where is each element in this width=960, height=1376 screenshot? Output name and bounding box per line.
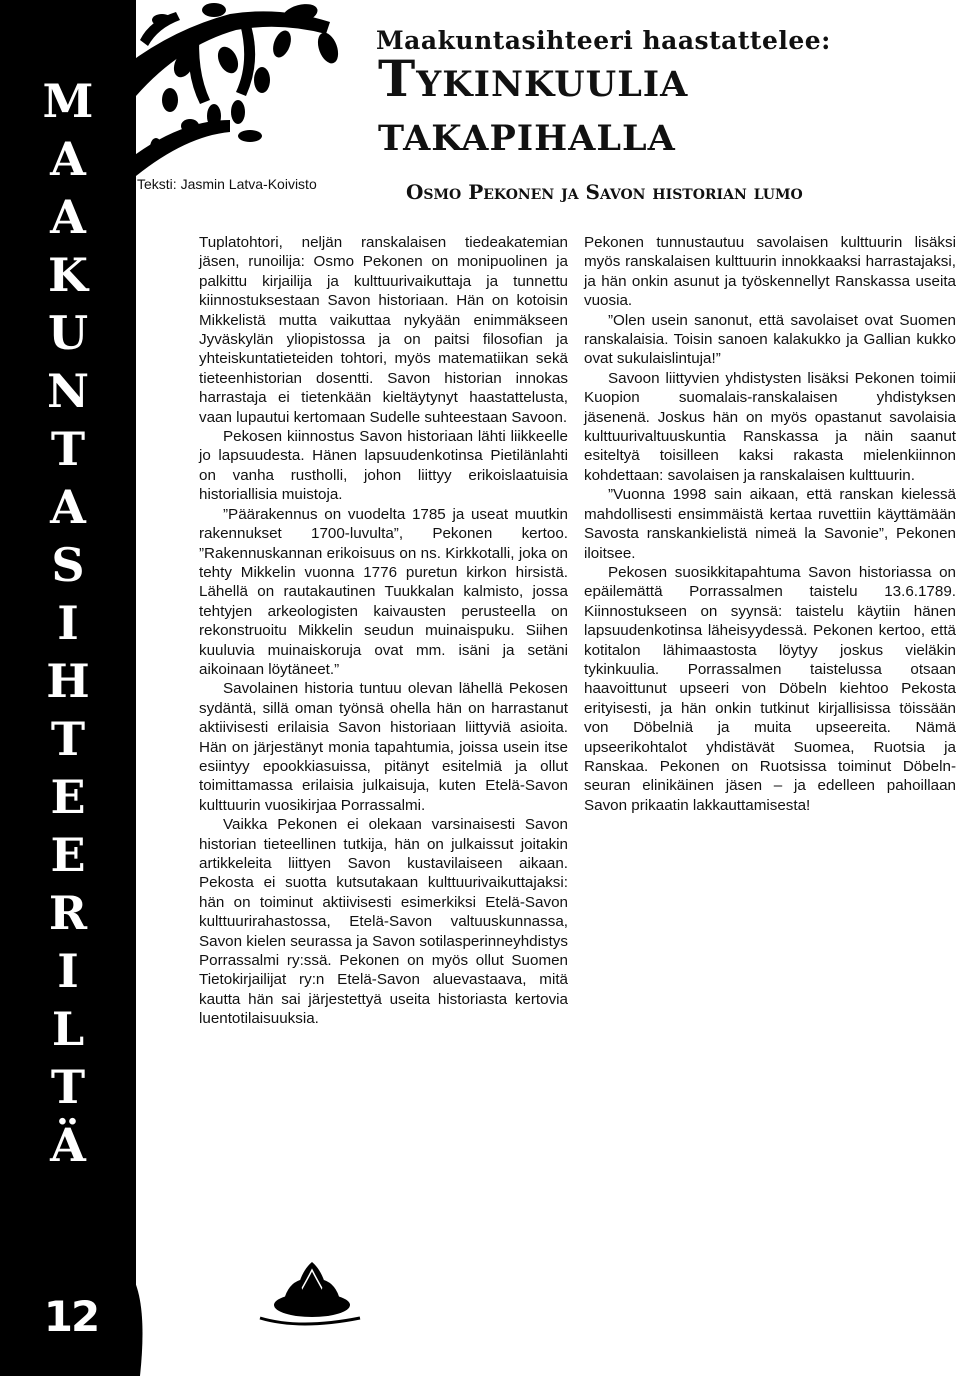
- vertical-title-letter: U: [47, 306, 89, 360]
- vertical-title-letter: R: [48, 886, 88, 940]
- vertical-title-letter: A: [50, 190, 86, 244]
- headline-line-1: Tykinkuulia: [378, 49, 689, 108]
- paragraph: ”Päärakennus on vuodelta 1785 ja useat muutkin rakennukset 1700-luvulta”, Pekonen kertoo. ”Rakennuskannan erikoisuus on ns. Kirkkotalli, joka on tehty Mikkelin vuonna 1776 puretun kirkon hirsistä. Lähellä on rautakautinen Tuukkalan kalmisto, jossa tehtyjen arkeologisten kaivausten perusteella on rekonstruoitu Mikkelin seudun muinaispuku. Siihen kuuluvia muinaiskoruja ovat mm. isäni ja setäni aikoinaan löytäneet.”: [199, 505, 568, 678]
- vertical-title-letter: M: [42, 74, 94, 128]
- vertical-title-letter: N: [46, 364, 90, 418]
- vertical-title-letter: E: [50, 828, 86, 882]
- paragraph: Pekosen suosikkitapahtuma Savon historiassa on epäilemättä Porrassalmen taistelu 13.6.1789. Kiinnostukseen on syynsä: taistelu käytiin hänen lapsuudenkotinsa läheisyydessä. Pekonen kertoo, että kotitalon lähimaastosta löytyy joskus vieläkin tykinkuulia. Porrassalmen taistelussa otsaan haavoittunut upseeri von Döbeln kiehtoo Pekosta erityisesti, ja hän onkin tutkinut kirjallisissa töissään von Döbelniä ja muita upseereita. Nämä upseerikohtalot yhdistävät Suomea, Ruotsia ja Ranskaa. Pekonen on Ruotsissa toiminut Döbeln-seuran elinikäinen jäsen – ja edelleen pahoillaan Savon prikaatin lakkauttamisesta!: [584, 563, 956, 814]
- headline-line-2: takapihalla: [378, 103, 676, 162]
- byline: Teksti: Jasmin Latva-Koivisto: [137, 176, 317, 192]
- paragraph: Pekonen tunnustautuu savolaisen kulttuurin lisäksi myös ranskalaisen kulttuurin innokkaaksi harrastajaksi, ja hän onkin asunut ja työskennellyt Ranskassa useita vuosia.: [584, 234, 956, 310]
- vertical-title-letter: A: [50, 132, 86, 186]
- vertical-title-letter: A: [50, 480, 86, 534]
- vertical-title-letter: T: [50, 422, 86, 476]
- vertical-title-letter: T: [50, 1060, 86, 1114]
- vertical-section-title: [18, 72, 118, 1174]
- vertical-title-letter: Ä: [50, 1118, 86, 1172]
- paragraph: ”Vuonna 1998 sain aikaan, että ranskan kielessä mahdollisesti ensimmäistä kertaa ruvettiin käyttämään Savosta ranskankielistä nimeä la Savonie”, Pekonen iloitsee.: [584, 486, 956, 562]
- article-column-left: [199, 233, 568, 1029]
- headline: [378, 49, 689, 162]
- paragraph: Pekosen kiinnostus Savon historiaan lähti liikkeelle jo lapsuudesta. Hänen lapsuudenkotinsa Pietilänlahti on vanha rustholli, johon liittyy erikoislaatuisia historiallisia muistoja.: [199, 428, 568, 504]
- vertical-title-letter: K: [48, 248, 88, 302]
- vertical-title-letter: H: [46, 654, 90, 708]
- vertical-title-letter: I: [57, 596, 79, 650]
- page-number: 12: [43, 1292, 99, 1341]
- paragraph: Vaikka Pekonen ei olekaan varsinaisesti Savon historian tieteellinen tutkija, hän on julkaissut joitakin artikkeleita liittyen Savon kustavilaiseen aikaan. Pekosta ei suotta kutsutakaan kulttuurivaikuttajaksi: hän on toiminut aktiivisesti esimerkiksi Etelä-Savon kulttuurirahastossa, Etelä-Savon valtuuskunnassa, Savon kielen seurassa ja Savon sotilasperinneyhdistys Porrassalmi ry:ssä. Pekonen on myös ollut Suomen Tietokirjailijat ry:n Etelä-Savon aluevastaava, mitä kautta hän sai järjestettyä useita historiasta kertovia luentotilaisuuksia.: [199, 816, 568, 1028]
- paragraph: Tuplatohtori, neljän ranskalaisen tiedeakatemian jäsen, runoilija: Osmo Pekonen on monipuolinen ja palkittu kirjailija ja kulttuurivaikuttaja ja tunnettu kiinnostuksestaan Savon historiaan. Hän on kotoisin Mikkelistä mutta vaikuttaa nykyään enimmäkseen Jyväskylän yliopistossa ja on paitsi filosofian ja yhteiskuntatieteiden tohtori, myös matematiikan sekä tieteenhistorian dosentti. Savon historian innokas harrastaja ei tietenkään kieltäytynyt haastattelusta, vaan lupautui kertomaan Sudelle suhteestaan Savoon.: [199, 234, 568, 426]
- subtitle: Osmo Pekonen ja Savon historian lumo: [406, 180, 803, 204]
- vertical-title-letter: S: [51, 538, 85, 592]
- vertical-title-letter: L: [51, 1002, 85, 1056]
- vertical-title-letter: I: [57, 944, 79, 998]
- water-lily-icon: [260, 1262, 360, 1324]
- vertical-title-letter: E: [50, 770, 86, 824]
- paragraph: Savolainen historia tuntuu olevan lähellä Pekosen sydäntä, sillä oman työnsä ohella hän on harrastanut aktiivisesti erilaisia Savon historiaan liittyviä asioita. Hän on järjestänyt monia tapahtumia, joissa usein itse esiintyy epookkiasuissa, pitänyt esitelmiä ja ollut toimittamassa erilaisia julkaisuja, kuten Etelä-Savon kulttuurin vuosikirjaa Porrassalmi.: [199, 680, 568, 814]
- paragraph: Savoon liittyvien yhdistysten lisäksi Pekonen toimii Kuopion suomalais-ranskalaisen yhdistyksen jäsenenä. Joskus hän on myös opastanut savolaisia kulttuurivaltuuskuntia Ranskassa ja näin saanut esiteltyä toisilleen kaksi rakasta mielenkiinnon kohdettaan: savolaisen ja ranskalaisen kulttuurin.: [584, 369, 956, 484]
- kicker: Maakuntasihteeri haastattelee:: [376, 26, 831, 55]
- article-column-right: [584, 233, 956, 815]
- paragraph: ”Olen usein sanonut, että savolaiset ovat Suomen ranskalaisia. Toisin sanoen kalakukko ja Gallian kukko ovat sukulaislintuja!”: [584, 311, 956, 368]
- vertical-title-letter: T: [50, 712, 86, 766]
